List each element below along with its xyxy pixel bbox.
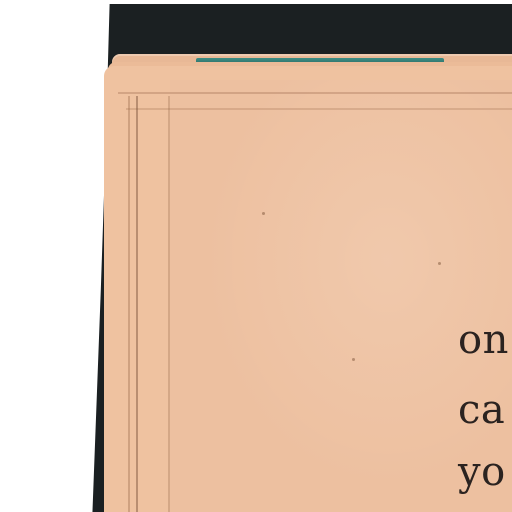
text-line-fragment: on xyxy=(458,317,509,363)
page-layer-edge xyxy=(136,96,138,512)
page-fold-line xyxy=(126,108,512,110)
page-layer-edge xyxy=(128,96,130,512)
text-line-fragment: ca xyxy=(458,387,506,433)
paper-speck xyxy=(438,262,441,265)
page-fold-line xyxy=(118,92,512,94)
text-line-fragment: yo xyxy=(458,449,506,495)
page-text-area xyxy=(170,80,512,512)
paper-speck xyxy=(262,212,265,215)
page-layer-edge xyxy=(168,96,170,512)
paper-speck xyxy=(352,358,355,361)
